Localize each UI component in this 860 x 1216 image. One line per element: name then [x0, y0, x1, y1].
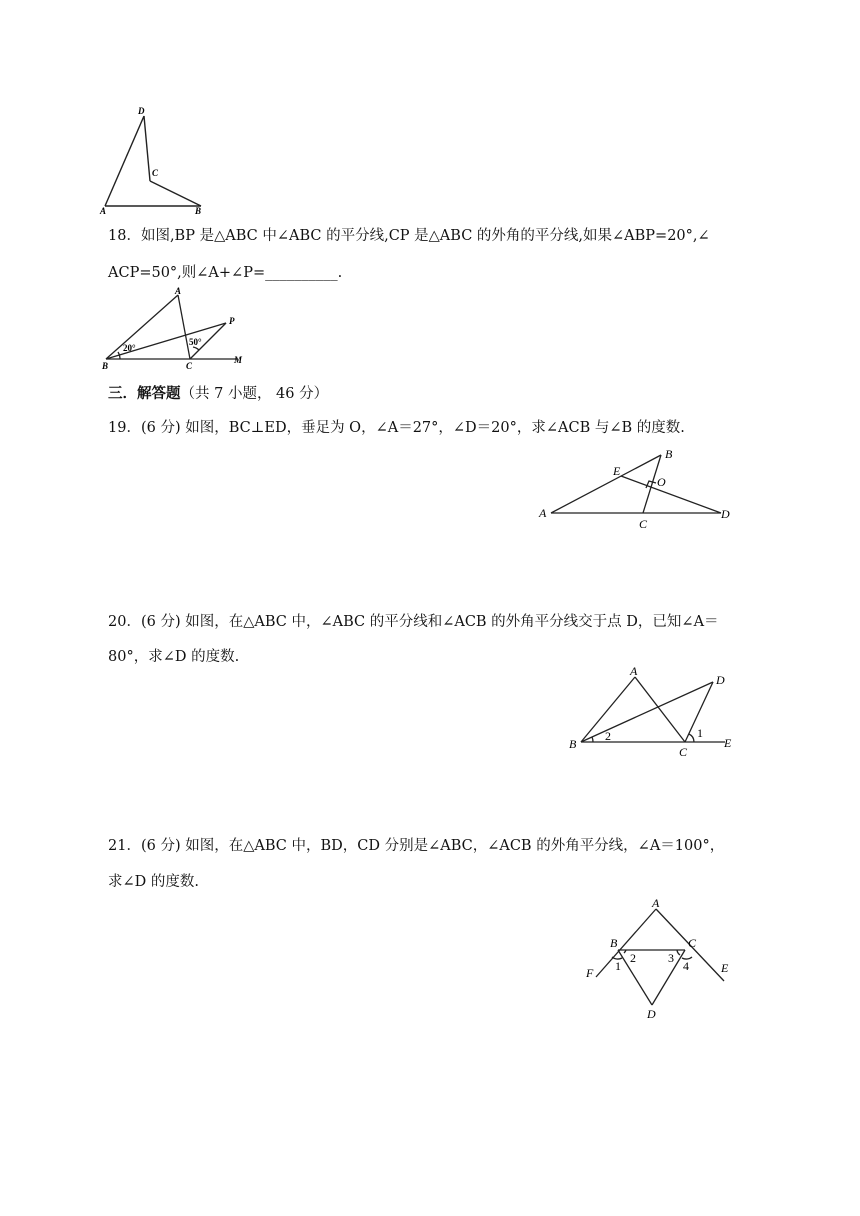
q21-label-d: D	[647, 1007, 656, 1021]
q20-figure	[563, 665, 743, 765]
q21-text-line1: 21．(6 分) 如图，在△ABC 中，BD，CD 分别是∠ABC，∠ACB 的外角平分线，∠A＝100°，	[108, 838, 725, 854]
q18-text-line2: ACP=50°,则∠A+∠P=__________.	[108, 265, 343, 281]
q18-angle-label-b: 20°	[123, 343, 136, 353]
q20-text-line2: 80°，求∠D 的度数.	[108, 649, 240, 665]
section-note: （共 7 小题， 46 分）	[180, 386, 329, 402]
q18-angle-arc-c	[193, 347, 199, 350]
q20-label-b: B	[569, 737, 577, 751]
section-heading	[108, 382, 328, 403]
q19-label-d: D	[721, 507, 730, 521]
q18-label-a: A	[175, 286, 182, 296]
q19-label-c: C	[639, 517, 648, 531]
q20-angle-label-1: 1	[697, 726, 703, 740]
q19-figure	[535, 445, 745, 535]
q17-figure	[95, 100, 215, 220]
q18-label-p: P	[229, 316, 235, 326]
q21-angle-label-1: 1	[615, 959, 621, 973]
q17-label-a: A	[100, 206, 107, 216]
q18-label-m: M	[234, 355, 243, 365]
q17-label-c: C	[152, 168, 159, 178]
q17-segment-dc	[144, 116, 150, 181]
q21-text-line2: 求∠D 的度数.	[108, 874, 199, 890]
q21-line-af	[596, 909, 656, 977]
q21-label-a: A	[652, 896, 660, 910]
q19-segment-ed	[621, 476, 721, 513]
q20-segment-bd	[581, 682, 713, 742]
q17-segment-ad	[105, 116, 144, 206]
q20-angle-label-2: 2	[605, 729, 611, 743]
q19-label-b: B	[665, 447, 673, 461]
q19-segment-ab	[551, 455, 661, 513]
q17-segment-cb	[150, 181, 201, 206]
q19-label-a: A	[539, 506, 547, 520]
q19-label-e: E	[613, 464, 621, 478]
q20-text-line1: 20．(6 分) 如图，在△ABC 中，∠ABC 的平分线和∠ACB 的外角平分线交于点 D，已知∠A＝	[108, 614, 719, 630]
q18-label-b: B	[102, 361, 109, 371]
q20-segment-ac	[635, 677, 685, 742]
q20-label-a: A	[630, 664, 638, 678]
q21-figure	[580, 895, 740, 1025]
q20-label-d: D	[716, 673, 725, 687]
q21-label-e: E	[721, 961, 729, 975]
q21-label-f: F	[586, 966, 594, 980]
q18-figure	[98, 285, 258, 375]
q18-text-line1: 18．如图,BP 是△ABC 中∠ABC 的平分线,CP 是△ABC 的外角的平分线,如果∠ABP=20°,∠	[108, 228, 710, 244]
q18-segment-ba	[106, 295, 178, 359]
section-title: 三．解答题	[108, 385, 181, 402]
q21-angle-label-3: 3	[668, 951, 674, 965]
q20-label-c: C	[679, 745, 688, 759]
q21-label-c: C	[688, 936, 697, 950]
q19-label-o: O	[657, 475, 666, 489]
q19-text: 19．(6 分) 如图，BC⊥ED，垂足为 O，∠A＝27°，∠D＝20°，求∠ACB 与∠B 的度数.	[108, 420, 685, 436]
q18-segment-ac	[178, 295, 190, 359]
q21-label-b: B	[610, 936, 618, 950]
q17-label-d: D	[138, 106, 145, 116]
q17-label-b: B	[195, 206, 202, 216]
q20-angle-arc-1	[689, 734, 694, 742]
q21-angle-label-2: 2	[630, 951, 636, 965]
q20-label-e: E	[724, 736, 732, 750]
q20-angle-arc-2	[592, 737, 593, 742]
q18-angle-label-c: 50°	[189, 337, 202, 347]
q21-angle-label-4: 4	[683, 959, 689, 973]
q18-label-c: C	[186, 361, 193, 371]
q21-angle-arc-3	[677, 950, 680, 955]
